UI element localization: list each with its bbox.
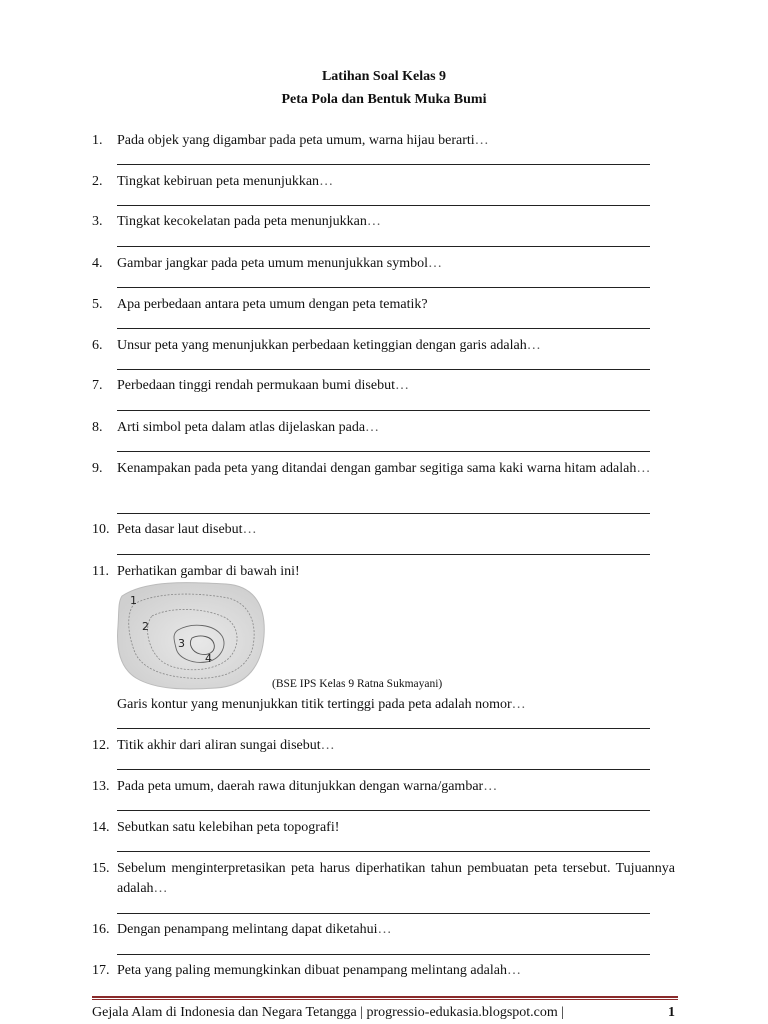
question-number: 8. (92, 420, 103, 435)
answer-line[interactable] (117, 810, 650, 811)
question-number: 9. (92, 461, 103, 476)
question-number: 6. (92, 338, 103, 353)
question-text: Tingkat kebiruan peta menunjukkan… (117, 174, 334, 189)
question-text: Titik akhir dari aliran sungai disebut… (117, 738, 335, 753)
question-text: Kenampakan pada peta yang ditandai dengan gambar segitiga sama kaki warna hitam adalah… (117, 461, 651, 476)
question-text: Apa perbedaan antara peta umum dengan peta tematik? (117, 297, 428, 312)
question-text: Sebutkan satu kelebihan peta topografi! (117, 820, 340, 835)
question-text: Garis kontur yang menunjukkan titik tertinggi pada peta adalah nomor… (117, 697, 526, 712)
contour-label-1: 1 (130, 594, 137, 607)
question-text: Sebelum menginterpretasikan peta harus diperhatikan tahun pembuatan peta tersebut. Tujuannya adalah… (117, 861, 675, 896)
answer-line[interactable] (117, 328, 650, 329)
question-text: Pada peta umum, daerah rawa ditunjukkan dengan warna/gambar… (117, 779, 498, 794)
page-subtitle: Peta Pola dan Bentuk Muka Bumi (281, 92, 487, 107)
question-number: 10. (92, 522, 110, 537)
question-text: Tingkat kecokelatan pada peta menunjukkan… (117, 214, 381, 229)
question-text: Peta dasar laut disebut… (117, 522, 257, 537)
question-number: 16. (92, 922, 110, 937)
contour-label-3: 3 (178, 637, 185, 650)
question-number: 17. (92, 963, 110, 978)
question-number: 7. (92, 378, 103, 393)
footer-text: Gejala Alam di Indonesia dan Negara Tetangga | progressio-edukasia.blogspot.com | (92, 1005, 565, 1020)
question-number: 13. (92, 779, 110, 794)
question-number: 3. (92, 214, 103, 229)
question-text: Pada objek yang digambar pada peta umum, warna hijau berarti… (117, 133, 489, 148)
figure-caption: (BSE IPS Kelas 9 Ratna Sukmayani) (272, 678, 443, 690)
answer-line[interactable] (117, 410, 650, 411)
question-text: Arti simbol peta dalam atlas dijelaskan pada… (117, 420, 380, 435)
answer-line[interactable] (117, 769, 650, 770)
contour-map-figure (116, 578, 270, 690)
answer-line[interactable] (117, 164, 650, 165)
question-number: 15. (92, 861, 110, 876)
answer-line[interactable] (117, 451, 650, 452)
question-text: Gambar jangkar pada peta umum menunjukkan symbol… (117, 256, 443, 271)
question-text: Unsur peta yang menunjukkan perbedaan ketinggian dengan garis adalah… (117, 338, 541, 353)
footer-rule-thin (92, 999, 678, 1000)
contour-label-2: 2 (142, 620, 149, 633)
question-number: 2. (92, 174, 103, 189)
question-number: 4. (92, 256, 103, 271)
question-number: 14. (92, 820, 110, 835)
page-number: 1 (668, 1005, 675, 1020)
answer-line[interactable] (117, 554, 650, 555)
question-number: 12. (92, 738, 110, 753)
answer-line[interactable] (117, 205, 650, 206)
answer-line[interactable] (117, 369, 650, 370)
question-number: 11. (92, 564, 109, 579)
contour-label-4: 4 (205, 652, 212, 665)
answer-line[interactable] (117, 287, 650, 288)
page-title: Latihan Soal Kelas 9 (321, 69, 447, 84)
answer-line[interactable] (117, 954, 650, 955)
answer-line[interactable] (117, 913, 650, 914)
answer-line[interactable] (117, 728, 650, 729)
answer-line[interactable] (117, 513, 650, 514)
map-land-area (118, 583, 265, 689)
question-number: 5. (92, 297, 103, 312)
answer-line[interactable] (117, 851, 650, 852)
answer-line[interactable] (117, 246, 650, 247)
question-text: Dengan penampang melintang dapat diketahui… (117, 922, 392, 937)
question-text: Peta yang paling memungkinkan dibuat penampang melintang adalah… (117, 963, 521, 978)
footer-rule (92, 996, 678, 998)
question-number: 1. (92, 133, 103, 148)
question-text: Perbedaan tinggi rendah permukaan bumi disebut… (117, 378, 409, 393)
question-text: Perhatikan gambar di bawah ini! (117, 564, 300, 579)
